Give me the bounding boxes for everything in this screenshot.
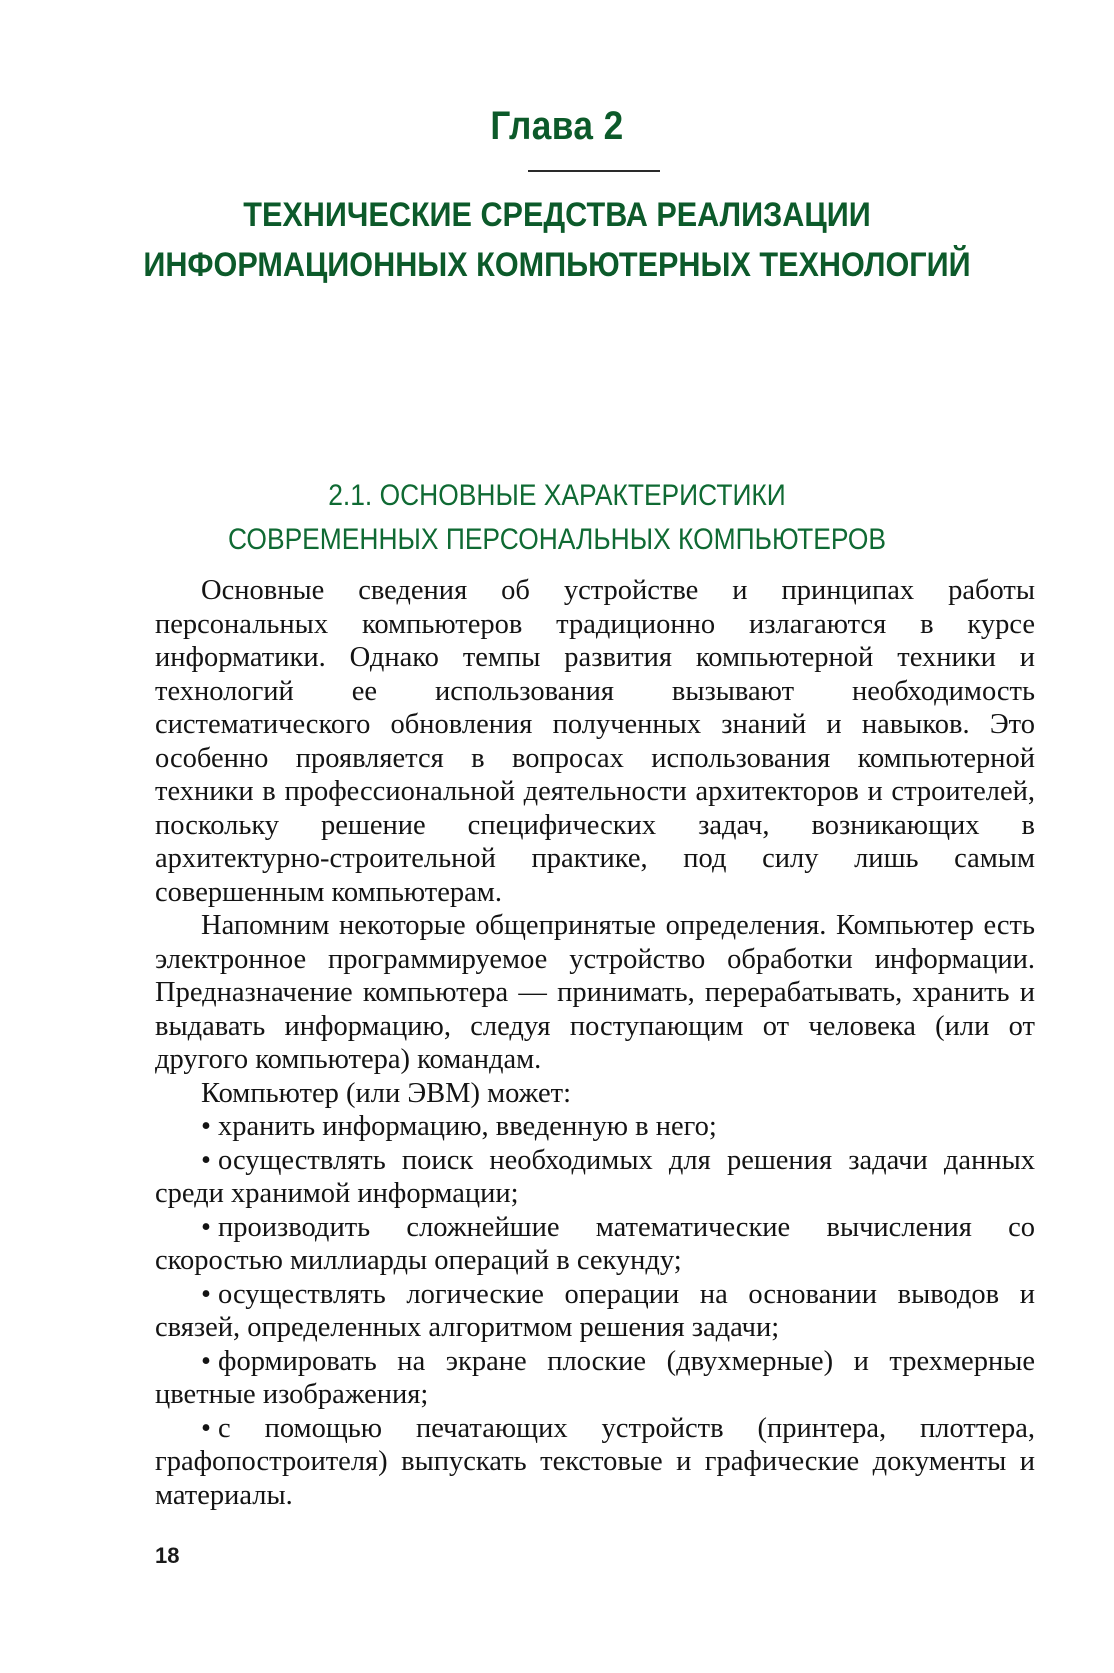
- section-title-line: 2.1. ОСНОВНЫЕ ХАРАКТЕРИСТИКИ: [328, 479, 786, 512]
- list-item-text: осуществлять логические операции на основании выводов и связей, определенных алгоритмом решения задачи;: [155, 1278, 1035, 1343]
- chapter-label: Глава 2: [490, 104, 624, 148]
- bullet-icon: •: [201, 1211, 211, 1243]
- list-item: [155, 1278, 1035, 1345]
- list-item-text: производить сложнейшие математические вычисления со скоростью миллиарды операций в секунду;: [155, 1211, 1035, 1276]
- paragraph: Компьютер (или ЭВМ) может:: [201, 1077, 572, 1109]
- list-item: [155, 1412, 1035, 1513]
- bullet-icon: •: [201, 1144, 211, 1176]
- section-title-line: СОВРЕМЕННЫХ ПЕРСОНАЛЬНЫХ КОМПЬЮТЕРОВ: [227, 523, 887, 556]
- chapter-title: [56, 190, 1059, 290]
- bullet-icon: •: [201, 1412, 211, 1444]
- list-item-text: хранить информацию, введенную в него;: [217, 1111, 717, 1142]
- body-text: [155, 574, 1035, 1512]
- page-number: 18: [155, 1543, 180, 1568]
- list-item: [155, 1211, 1035, 1278]
- paragraph: Основные сведения об устройстве и принципах работы персональных компьютеров традиционно излагаются в курсе информатики. Однако темпы развития компьютерной техники и технологий ее использования вызывают необходимость систематического обновления полученных знаний и навыков. Это особенно проявляется в вопросах использования компьютерной техники в профессиональной деятельности архитекторов и строителей, поскольку решение специфических задач, возникающих в архитектурно-строительной практике, под силу лишь самым совершенным компьютерам.: [155, 575, 1035, 908]
- bullet-icon: •: [201, 1111, 211, 1142]
- list-item: [155, 1110, 1035, 1144]
- section-title: [67, 474, 1047, 562]
- list-item-text: с помощью печатающих устройств (принтера, плоттера, графопостроителя) выпускать текстовые и графические документы и материалы.: [155, 1412, 1035, 1511]
- chapter-title-line: ИНФОРМАЦИОННЫХ КОМПЬЮТЕРНЫХ ТЕХНОЛОГИЙ: [143, 246, 971, 284]
- list-item-text: формировать на экране плоские (двухмерные) и трехмерные цветные изображения;: [155, 1345, 1035, 1410]
- chapter-divider: [528, 170, 660, 172]
- list-item-text: осуществлять поиск необходимых для решения задачи данных среди хранимой информации;: [155, 1144, 1035, 1209]
- paragraph: Напомним некоторые общепринятые определения. Компьютер есть электронное программируемое устройство обработки информации. Предназначение компьютера — принимать, перерабатывать, хранить и выдавать информацию, следуя поступающим от человека (или от другого компьютера) командам.: [155, 910, 1035, 1075]
- bullet-icon: •: [201, 1278, 211, 1310]
- list-item: [155, 1345, 1035, 1412]
- bullet-icon: •: [201, 1345, 211, 1377]
- capabilities-list: [155, 1110, 1035, 1512]
- list-item: [155, 1144, 1035, 1211]
- chapter-title-line: ТЕХНИЧЕСКИЕ СРЕДСТВА РЕАЛИЗАЦИИ: [243, 196, 871, 234]
